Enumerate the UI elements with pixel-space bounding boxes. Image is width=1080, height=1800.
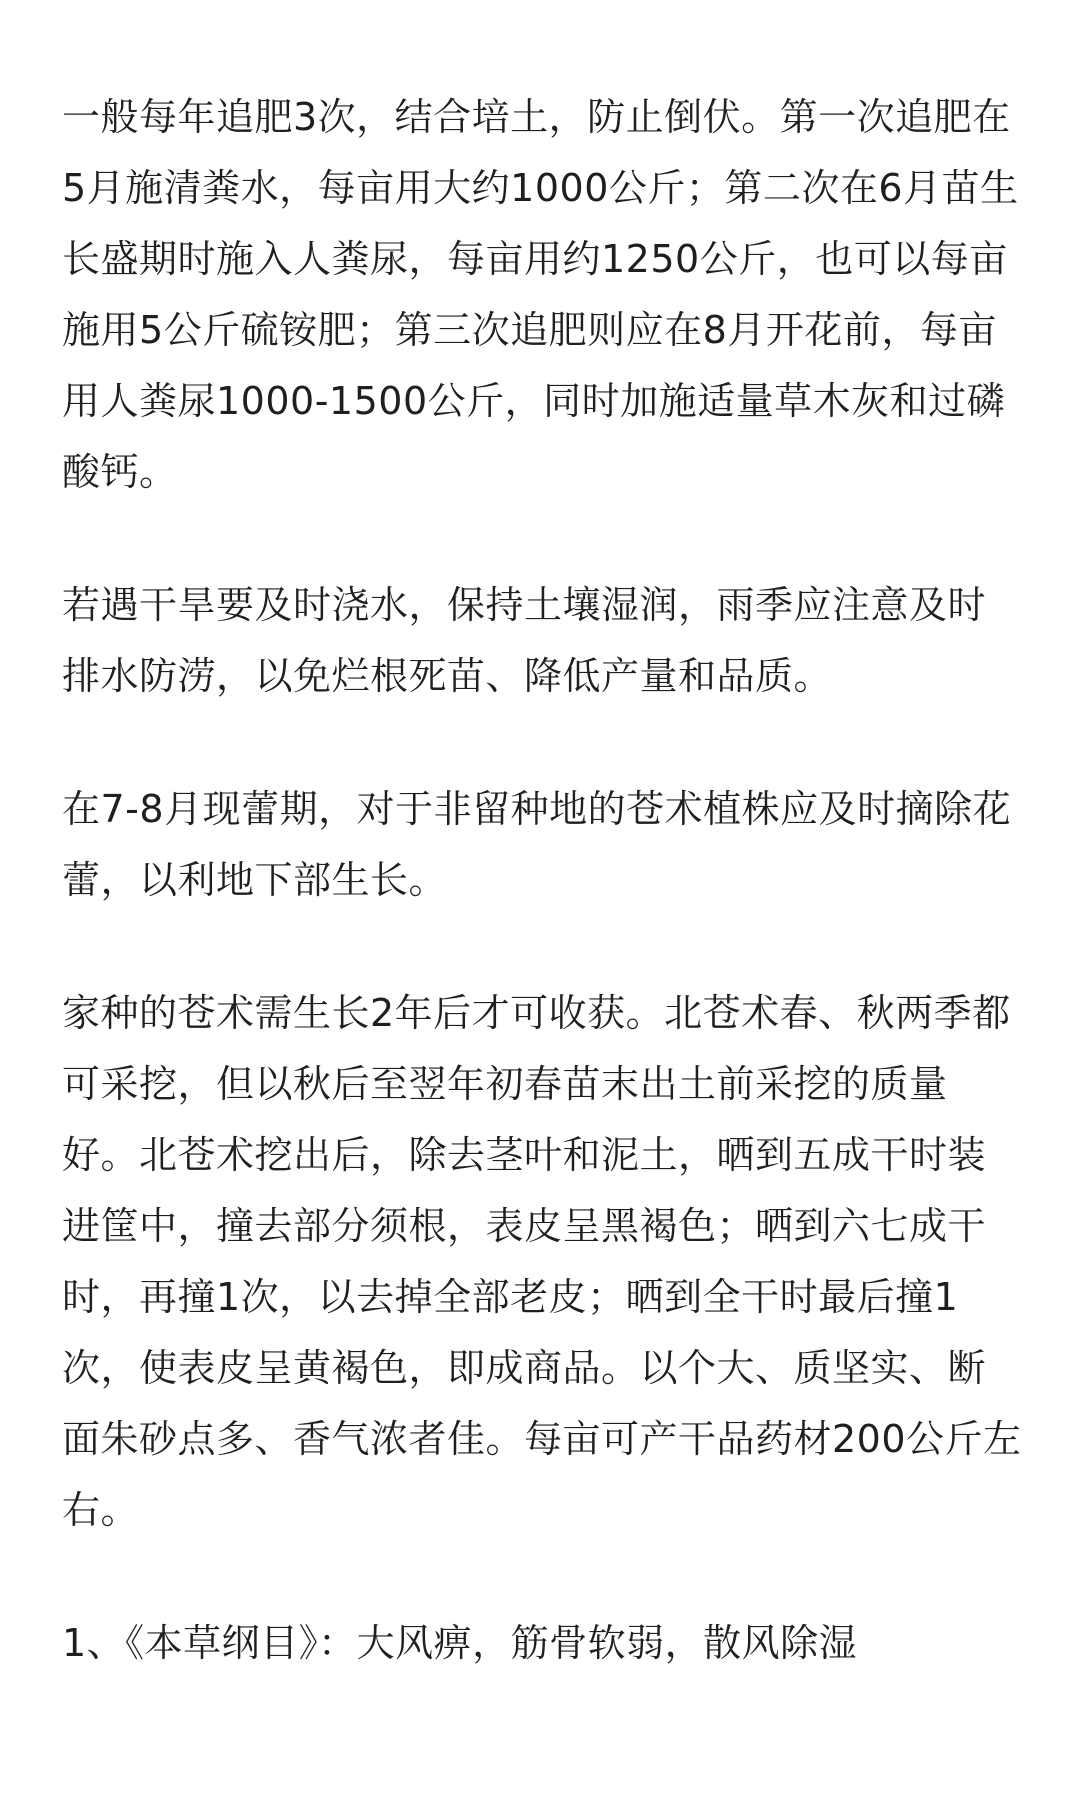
paragraph-reference: 1、《本草纲目》：大风痹，筋骨软弱，散风除湿 — [62, 1621, 858, 1665]
paragraph-watering: 若遇干旱要及时浇水，保持土壤湿润，雨季应注意及时排水防涝，以免烂根死苗、降低产量和品质。 — [62, 583, 987, 698]
article-body — [62, 82, 1022, 1741]
paragraph-harvest: 家种的苍术需生长2年后才可收获。北苍术春、秋两季都可采挖，但以秋后至翌年初春苗末出土前采挖的质量好。北苍术挖出后，除去茎叶和泥土，晒到五成干时装进筐中，撞去部分须根，表皮呈黑褐色；晒到六七成干时，再撞1次，以去掉全部老皮；晒到全干时最后撞1次，使表皮呈黄褐色，即成商品。以个大、质坚实、断面朱砂点多、香气浓者佳。每亩可产干品药材200公斤左右。 — [62, 991, 1022, 1532]
paragraph-topdressing: 一般每年追肥3次，结合培土，防止倒伏。第一次追肥在5月施清粪水，每亩用大约1000公斤；第二次在6月苗生长盛期时施入人粪尿，每亩用约1250公斤，也可以每亩施用5公斤硫铵肥；第三次追肥则应在8月开花前，每亩用人粪尿1000-1500公斤，同时加施适量草木灰和过磷酸钙。 — [62, 95, 1019, 494]
paragraph-bud-removal: 在7-8月现蕾期，对于非留种地的苍术植株应及时摘除花蕾，以利地下部生长。 — [62, 787, 1012, 902]
